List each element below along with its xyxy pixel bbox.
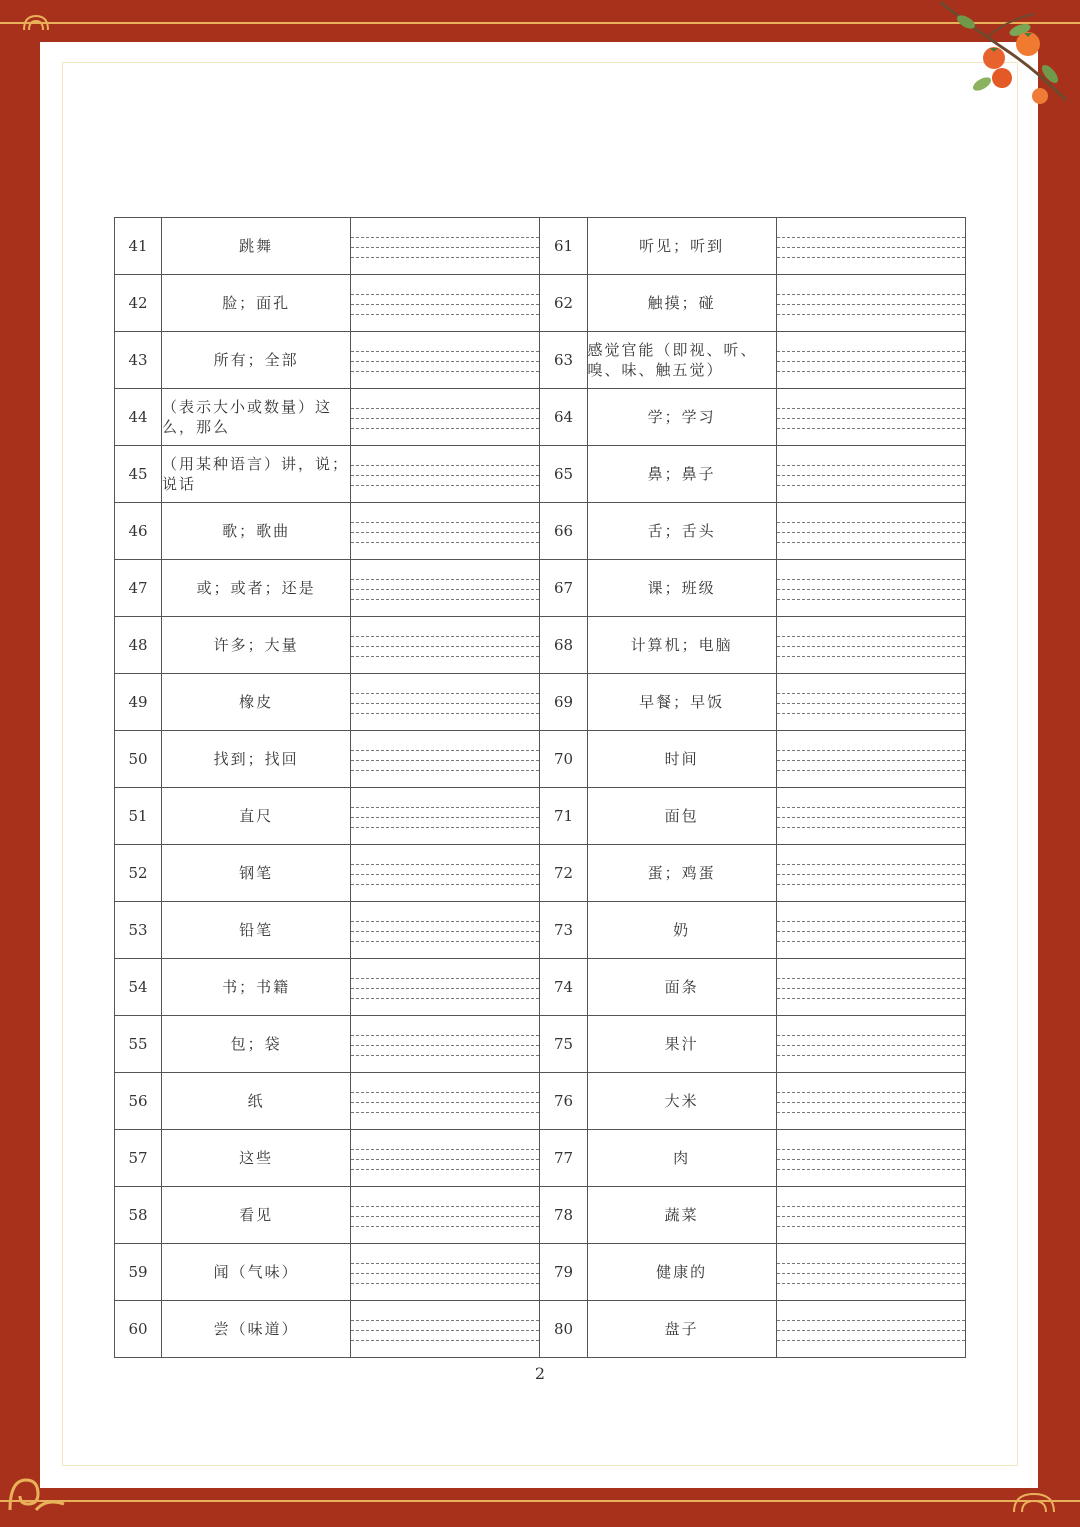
item-number: 80 <box>540 1301 587 1358</box>
chinese-meaning: 计算机；电脑 <box>587 617 776 674</box>
writing-guide-line <box>777 770 965 771</box>
item-number: 71 <box>540 788 587 845</box>
chinese-meaning: 直尺 <box>162 788 351 845</box>
table-row <box>115 389 966 446</box>
writing-guide-line <box>351 361 539 362</box>
item-number: 73 <box>540 902 587 959</box>
table-row <box>115 1301 966 1358</box>
writing-guide-line <box>777 703 965 704</box>
writing-guide-line <box>351 351 539 352</box>
item-number: 42 <box>115 275 162 332</box>
writing-guide-line <box>777 827 965 828</box>
writing-guide-line <box>351 703 539 704</box>
item-number: 43 <box>115 332 162 389</box>
writing-guide-line <box>351 656 539 657</box>
chinese-meaning: （用某种语言）讲，说；说话 <box>162 446 351 503</box>
item-number: 50 <box>115 731 162 788</box>
item-number: 56 <box>115 1073 162 1130</box>
writing-guide-line <box>351 817 539 818</box>
chinese-meaning: 早餐；早饭 <box>587 674 776 731</box>
chinese-meaning: 果汁 <box>587 1016 776 1073</box>
writing-guide-line <box>351 418 539 419</box>
answer-writing-lines[interactable] <box>776 845 965 902</box>
writing-guide-line <box>777 304 965 305</box>
answer-writing-lines[interactable] <box>351 617 540 674</box>
writing-guide-line <box>351 1102 539 1103</box>
chinese-meaning: 找到；找回 <box>162 731 351 788</box>
writing-guide-line <box>777 314 965 315</box>
writing-guide-line <box>777 1216 965 1217</box>
chinese-meaning: 闻（气味） <box>162 1244 351 1301</box>
writing-guide-line <box>351 1112 539 1113</box>
cloud-ornament-icon <box>1010 1486 1058 1516</box>
table-row <box>115 275 966 332</box>
writing-guide-line <box>351 428 539 429</box>
writing-guide-line <box>777 978 965 979</box>
writing-guide-line <box>351 314 539 315</box>
chinese-meaning: 书；书籍 <box>162 959 351 1016</box>
chinese-meaning: 肉 <box>587 1130 776 1187</box>
chinese-meaning: 时间 <box>587 731 776 788</box>
table-row <box>115 446 966 503</box>
table-row <box>115 218 966 275</box>
chinese-meaning: 健康的 <box>587 1244 776 1301</box>
answer-writing-lines[interactable] <box>351 446 540 503</box>
chinese-meaning: 面条 <box>587 959 776 1016</box>
writing-guide-line <box>351 1159 539 1160</box>
answer-writing-lines[interactable] <box>776 275 965 332</box>
writing-guide-line <box>351 941 539 942</box>
writing-guide-line <box>777 257 965 258</box>
table-row <box>115 1130 966 1187</box>
chinese-meaning: 这些 <box>162 1130 351 1187</box>
writing-guide-line <box>351 1045 539 1046</box>
item-number: 46 <box>115 503 162 560</box>
writing-guide-line <box>777 1320 965 1321</box>
chinese-meaning: 尝（味道） <box>162 1301 351 1358</box>
writing-guide-line <box>777 1169 965 1170</box>
writing-guide-line <box>351 1320 539 1321</box>
writing-guide-line <box>777 1226 965 1227</box>
writing-guide-line <box>351 1055 539 1056</box>
writing-guide-line <box>351 921 539 922</box>
page-number: 2 <box>534 1364 546 1383</box>
writing-guide-line <box>351 371 539 372</box>
writing-guide-line <box>351 770 539 771</box>
answer-writing-lines[interactable] <box>351 218 540 275</box>
writing-guide-line <box>777 884 965 885</box>
writing-guide-line <box>777 294 965 295</box>
writing-guide-line <box>351 693 539 694</box>
chinese-meaning: 钢笔 <box>162 845 351 902</box>
item-number: 69 <box>540 674 587 731</box>
item-number: 67 <box>540 560 587 617</box>
writing-guide-line <box>351 1092 539 1093</box>
writing-guide-line <box>351 1149 539 1150</box>
table-row <box>115 902 966 959</box>
chinese-meaning: （表示大小或数量）这么，那么 <box>162 389 351 446</box>
item-number: 58 <box>115 1187 162 1244</box>
writing-guide-line <box>351 257 539 258</box>
item-number: 62 <box>540 275 587 332</box>
persimmon-branch-icon <box>936 0 1080 112</box>
answer-writing-lines[interactable] <box>351 1301 540 1358</box>
writing-guide-line <box>777 636 965 637</box>
writing-guide-line <box>777 1102 965 1103</box>
writing-guide-line <box>777 931 965 932</box>
writing-guide-line <box>777 371 965 372</box>
chinese-meaning: 蛋；鸡蛋 <box>587 845 776 902</box>
writing-guide-line <box>351 1226 539 1227</box>
writing-guide-line <box>777 408 965 409</box>
answer-writing-lines[interactable] <box>776 1016 965 1073</box>
answer-writing-lines[interactable] <box>776 389 965 446</box>
writing-guide-line <box>777 921 965 922</box>
writing-guide-line <box>777 237 965 238</box>
writing-guide-line <box>351 247 539 248</box>
chinese-meaning: 跳舞 <box>162 218 351 275</box>
chinese-meaning: 触摸；碰 <box>587 275 776 332</box>
writing-guide-line <box>777 1340 965 1341</box>
writing-guide-line <box>351 1273 539 1274</box>
table-row <box>115 560 966 617</box>
writing-guide-line <box>777 361 965 362</box>
writing-guide-line <box>777 1112 965 1113</box>
chinese-meaning: 奶 <box>587 902 776 959</box>
answer-writing-lines[interactable] <box>776 1073 965 1130</box>
writing-guide-line <box>777 1092 965 1093</box>
item-number: 45 <box>115 446 162 503</box>
writing-guide-line <box>351 1263 539 1264</box>
answer-writing-lines[interactable] <box>776 503 965 560</box>
writing-guide-line <box>777 1149 965 1150</box>
writing-guide-line <box>351 988 539 989</box>
writing-guide-line <box>351 589 539 590</box>
item-number: 51 <box>115 788 162 845</box>
chinese-meaning: 盘子 <box>587 1301 776 1358</box>
writing-guide-line <box>351 475 539 476</box>
answer-writing-lines[interactable] <box>776 1187 965 1244</box>
answer-writing-lines[interactable] <box>351 560 540 617</box>
table-row <box>115 959 966 1016</box>
chinese-meaning: 橡皮 <box>162 674 351 731</box>
answer-writing-lines[interactable] <box>776 674 965 731</box>
answer-writing-lines[interactable] <box>351 731 540 788</box>
writing-guide-line <box>351 884 539 885</box>
writing-guide-line <box>351 599 539 600</box>
writing-guide-line <box>777 656 965 657</box>
item-number: 79 <box>540 1244 587 1301</box>
item-number: 57 <box>115 1130 162 1187</box>
chinese-meaning: 听见；听到 <box>587 218 776 275</box>
chinese-meaning: 蔬菜 <box>587 1187 776 1244</box>
item-number: 59 <box>115 1244 162 1301</box>
table-row <box>115 503 966 560</box>
answer-writing-lines[interactable] <box>351 1187 540 1244</box>
writing-guide-line <box>351 931 539 932</box>
answer-writing-lines[interactable] <box>351 1244 540 1301</box>
writing-guide-line <box>777 988 965 989</box>
writing-guide-line <box>351 750 539 751</box>
writing-guide-line <box>351 542 539 543</box>
writing-guide-line <box>777 998 965 999</box>
item-number: 77 <box>540 1130 587 1187</box>
writing-guide-line <box>351 465 539 466</box>
table-row <box>115 788 966 845</box>
answer-writing-lines[interactable] <box>776 1301 965 1358</box>
chinese-meaning: 歌；歌曲 <box>162 503 351 560</box>
writing-guide-line <box>777 1206 965 1207</box>
writing-guide-line <box>351 579 539 580</box>
answer-writing-lines[interactable] <box>776 731 965 788</box>
chinese-meaning: 许多；大量 <box>162 617 351 674</box>
writing-guide-line <box>777 1035 965 1036</box>
writing-guide-line <box>351 237 539 238</box>
writing-guide-line <box>351 1330 539 1331</box>
chinese-meaning: 包；袋 <box>162 1016 351 1073</box>
writing-guide-line <box>777 542 965 543</box>
writing-guide-line <box>351 646 539 647</box>
item-number: 44 <box>115 389 162 446</box>
chinese-meaning: 感觉官能（即视、听、嗅、味、触五觉） <box>587 332 776 389</box>
answer-writing-lines[interactable] <box>351 1130 540 1187</box>
item-number: 47 <box>115 560 162 617</box>
writing-guide-line <box>777 475 965 476</box>
answer-writing-lines[interactable] <box>351 902 540 959</box>
chinese-meaning: 面包 <box>587 788 776 845</box>
answer-writing-lines[interactable] <box>776 902 965 959</box>
item-number: 61 <box>540 218 587 275</box>
answer-writing-lines[interactable] <box>351 389 540 446</box>
writing-guide-line <box>777 1283 965 1284</box>
writing-guide-line <box>777 465 965 466</box>
answer-writing-lines[interactable] <box>351 845 540 902</box>
writing-guide-line <box>777 874 965 875</box>
writing-guide-line <box>351 1216 539 1217</box>
answer-writing-lines[interactable] <box>776 1130 965 1187</box>
table-row <box>115 1187 966 1244</box>
item-number: 60 <box>115 1301 162 1358</box>
answer-writing-lines[interactable] <box>776 959 965 1016</box>
writing-guide-line <box>351 485 539 486</box>
writing-guide-line <box>777 1159 965 1160</box>
writing-guide-line <box>777 693 965 694</box>
writing-guide-line <box>777 713 965 714</box>
answer-writing-lines[interactable] <box>776 446 965 503</box>
writing-guide-line <box>351 304 539 305</box>
writing-guide-line <box>351 864 539 865</box>
writing-guide-line <box>777 750 965 751</box>
writing-guide-line <box>351 1283 539 1284</box>
answer-writing-lines[interactable] <box>351 674 540 731</box>
writing-guide-line <box>777 247 965 248</box>
chinese-meaning: 课；班级 <box>587 560 776 617</box>
table-row <box>115 1244 966 1301</box>
writing-guide-line <box>351 978 539 979</box>
writing-guide-line <box>777 1263 965 1264</box>
item-number: 49 <box>115 674 162 731</box>
table-row <box>115 674 966 731</box>
writing-guide-line <box>351 294 539 295</box>
table-row <box>115 617 966 674</box>
writing-guide-line <box>777 351 965 352</box>
writing-guide-line <box>777 760 965 761</box>
item-number: 68 <box>540 617 587 674</box>
writing-guide-line <box>777 579 965 580</box>
answer-writing-lines[interactable] <box>351 275 540 332</box>
writing-guide-line <box>351 522 539 523</box>
chinese-meaning: 学；学习 <box>587 389 776 446</box>
item-number: 64 <box>540 389 587 446</box>
item-number: 66 <box>540 503 587 560</box>
writing-guide-line <box>777 807 965 808</box>
table-row <box>115 845 966 902</box>
writing-guide-line <box>777 646 965 647</box>
chinese-meaning: 大米 <box>587 1073 776 1130</box>
writing-guide-line <box>777 485 965 486</box>
answer-writing-lines[interactable] <box>351 332 540 389</box>
chinese-meaning: 舌；舌头 <box>587 503 776 560</box>
answer-writing-lines[interactable] <box>776 617 965 674</box>
writing-guide-line <box>777 1330 965 1331</box>
writing-guide-line <box>777 589 965 590</box>
writing-guide-line <box>351 998 539 999</box>
writing-guide-line <box>351 827 539 828</box>
table-row <box>115 1016 966 1073</box>
answer-writing-lines[interactable] <box>776 218 965 275</box>
vocabulary-table <box>114 217 966 1358</box>
table-row <box>115 1073 966 1130</box>
chinese-meaning: 鼻；鼻子 <box>587 446 776 503</box>
item-number: 72 <box>540 845 587 902</box>
item-number: 70 <box>540 731 587 788</box>
answer-writing-lines[interactable] <box>351 1016 540 1073</box>
answer-writing-lines[interactable] <box>351 788 540 845</box>
writing-guide-line <box>777 418 965 419</box>
item-number: 41 <box>115 218 162 275</box>
cloud-ornament-icon <box>22 10 50 34</box>
item-number: 54 <box>115 959 162 1016</box>
writing-guide-line <box>351 1035 539 1036</box>
writing-guide-line <box>777 941 965 942</box>
table-row <box>115 332 966 389</box>
chinese-meaning: 铅笔 <box>162 902 351 959</box>
answer-writing-lines[interactable] <box>351 959 540 1016</box>
writing-guide-line <box>777 817 965 818</box>
item-number: 65 <box>540 446 587 503</box>
writing-guide-line <box>351 1169 539 1170</box>
item-number: 74 <box>540 959 587 1016</box>
writing-guide-line <box>777 428 965 429</box>
item-number: 55 <box>115 1016 162 1073</box>
chinese-meaning: 所有；全部 <box>162 332 351 389</box>
answer-writing-lines[interactable] <box>776 560 965 617</box>
writing-guide-line <box>351 636 539 637</box>
writing-guide-line <box>351 532 539 533</box>
writing-guide-line <box>777 1045 965 1046</box>
answer-writing-lines[interactable] <box>776 1244 965 1301</box>
writing-guide-line <box>777 522 965 523</box>
item-number: 63 <box>540 332 587 389</box>
writing-guide-line <box>351 760 539 761</box>
writing-guide-line <box>777 1055 965 1056</box>
writing-guide-line <box>777 864 965 865</box>
answer-writing-lines[interactable] <box>351 1073 540 1130</box>
item-number: 48 <box>115 617 162 674</box>
writing-guide-line <box>777 599 965 600</box>
answer-writing-lines[interactable] <box>776 788 965 845</box>
writing-guide-line <box>351 1340 539 1341</box>
writing-guide-line <box>351 408 539 409</box>
item-number: 53 <box>115 902 162 959</box>
top-gold-line <box>0 22 1080 24</box>
chinese-meaning: 或；或者；还是 <box>162 560 351 617</box>
chinese-meaning: 脸；面孔 <box>162 275 351 332</box>
chinese-meaning: 看见 <box>162 1187 351 1244</box>
answer-writing-lines[interactable] <box>351 503 540 560</box>
writing-guide-line <box>777 1273 965 1274</box>
item-number: 75 <box>540 1016 587 1073</box>
writing-guide-line <box>351 1206 539 1207</box>
chinese-meaning: 纸 <box>162 1073 351 1130</box>
writing-guide-line <box>351 713 539 714</box>
writing-guide-line <box>351 874 539 875</box>
item-number: 76 <box>540 1073 587 1130</box>
item-number: 78 <box>540 1187 587 1244</box>
answer-writing-lines[interactable] <box>776 332 965 389</box>
bottom-gold-line <box>0 1500 1080 1502</box>
table-row <box>115 731 966 788</box>
writing-guide-line <box>777 532 965 533</box>
writing-guide-line <box>351 807 539 808</box>
item-number: 52 <box>115 845 162 902</box>
